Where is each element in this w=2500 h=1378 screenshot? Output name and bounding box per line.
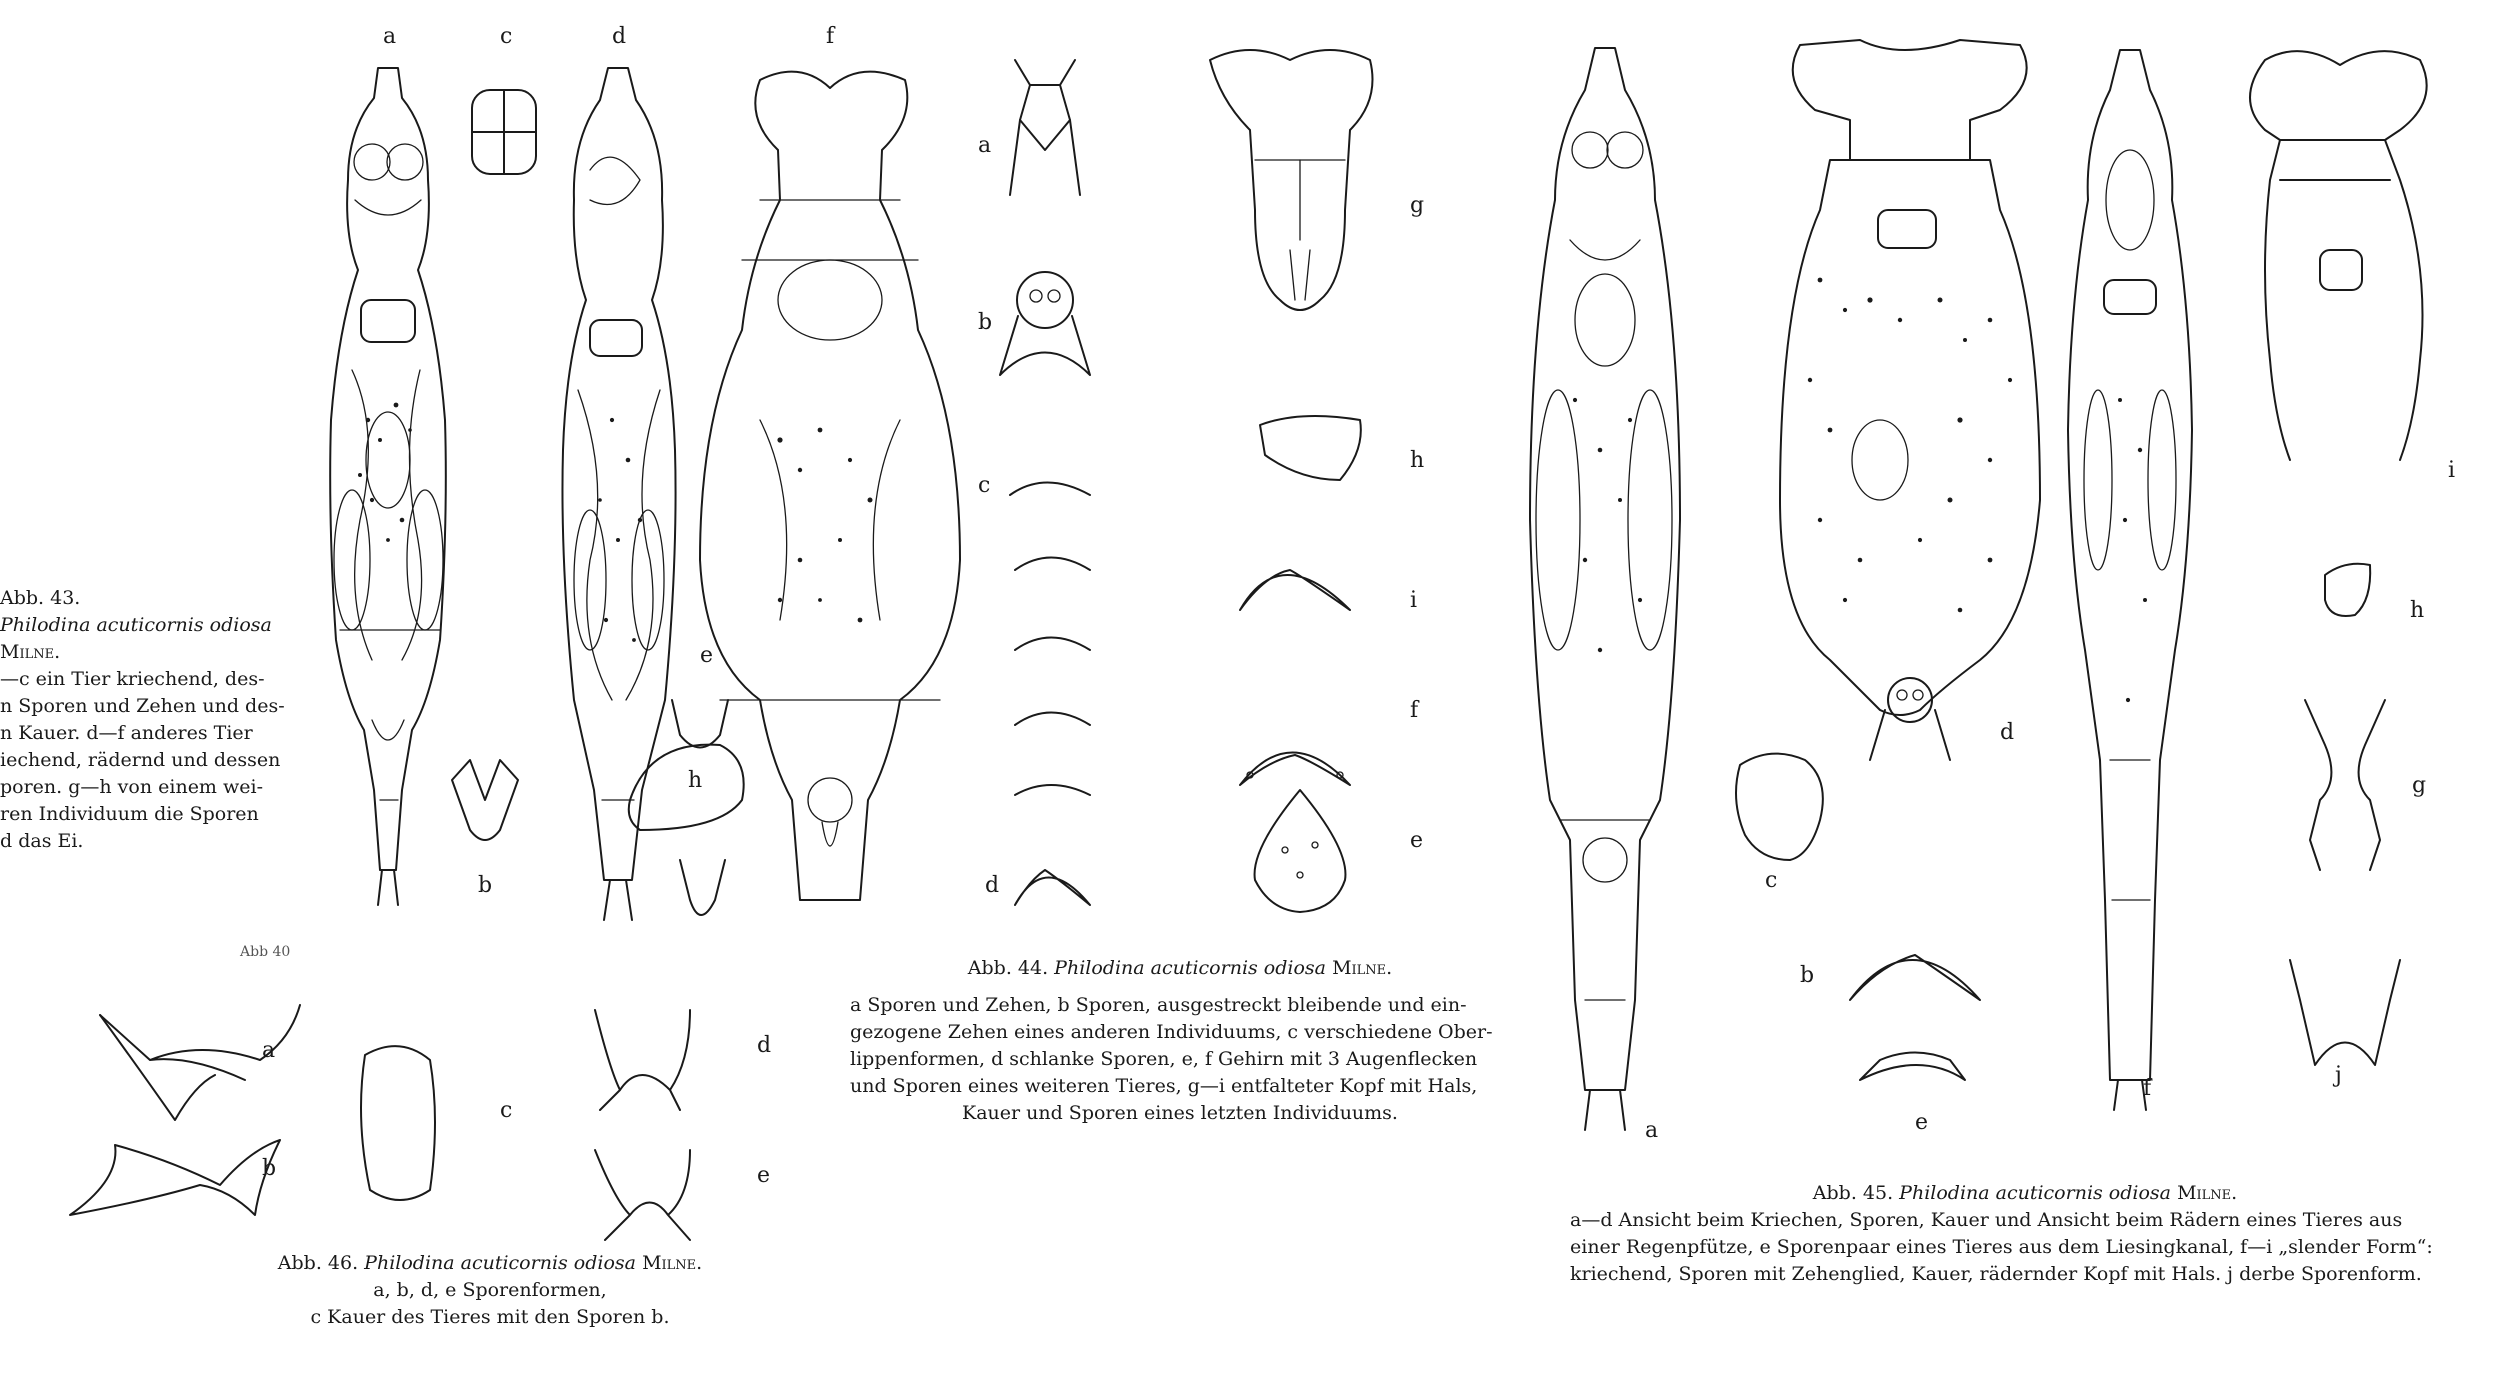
fig45-line-2: einer Regenpfütze, e Sporenpaar eines Tieres aus dem Liesingkanal, f—i „slender Form“: <box>1570 1236 2433 1258</box>
fig43-cut-label: Abb 40 <box>240 944 291 960</box>
fig45-letter-c: c <box>1765 868 1778 893</box>
fig43-letter-c: c <box>500 24 513 49</box>
fig43-line-7: d das Ei. <box>0 830 84 852</box>
fig43-line-4: iechend, rädernd und dessen <box>0 749 281 771</box>
fig46-d-spurs-drawing <box>595 1010 690 1110</box>
fig45-b-spurs-drawing <box>1850 955 1980 1000</box>
fig46-caption <box>245 1250 735 1331</box>
fig45-g-spurs-toes-drawing <box>2305 700 2385 870</box>
fig46-author: Milne. <box>642 1252 703 1274</box>
fig46-letter-d: d <box>757 1033 772 1058</box>
fig46-line-2: c Kauer des Tieres mit den Sporen b. <box>310 1306 670 1328</box>
fig43-line-5: poren. g—h von einem wei- <box>0 776 263 798</box>
fig44-label: Abb. 44. <box>967 957 1049 979</box>
fig44-letter-i: i <box>1410 588 1418 613</box>
fig43-h-egg-drawing <box>629 745 744 915</box>
fig44-letter-e: e <box>1410 828 1424 853</box>
fig46-species: Philodina acuticornis odiosa <box>364 1252 637 1274</box>
fig44-h-jaw-drawing <box>1260 416 1361 480</box>
fig43-a-body-drawing <box>330 68 446 905</box>
fig43-line-2: n Sporen und Zehen und des- <box>0 695 285 717</box>
fig44-c-lip-forms-drawing <box>1010 483 1090 796</box>
fig43-c-jaw-drawing <box>472 90 536 174</box>
fig43-line-1: —c ein Tier kriechend, des- <box>0 668 265 690</box>
fig43-granules <box>358 403 873 642</box>
fig44-letter-g: g <box>1410 193 1425 218</box>
fig44-author: Milne. <box>1332 957 1393 979</box>
fig44-a-spurs-toes-drawing <box>1010 60 1080 195</box>
fig43-b-toes-drawing <box>452 760 518 840</box>
fig45-letter-e: e <box>1915 1110 1929 1135</box>
fig46-letter-c: c <box>500 1098 513 1123</box>
fig46-letter-b: b <box>262 1156 277 1181</box>
fig45-j-spurs-drawing <box>2290 960 2400 1065</box>
fig45-line-3: kriechend, Sporen mit Zehenglied, Kauer, rädernder Kopf mit Hals. j derbe Sporenform. <box>1570 1263 2422 1285</box>
fig44-letter-a: a <box>978 133 992 158</box>
fig44-letter-b: b <box>978 310 993 335</box>
fig45-letter-g: g <box>2412 773 2427 798</box>
fig46-c-jaw-drawing <box>361 1046 435 1200</box>
fig45-letter-j: j <box>2335 1063 2342 1088</box>
fig44-line-3: lippenformen, d schlanke Sporen, e, f Gehirn mit 3 Augenflecken <box>850 1048 1478 1070</box>
fig45-letter-i: i <box>2448 458 2456 483</box>
fig44-letter-h: h <box>1410 448 1425 473</box>
fig43-line-6: ren Individuum die Sporen <box>0 803 259 825</box>
fig44-line-4: und Sporen eines weiteren Tieres, g—i entfalteter Kopf mit Hals, <box>850 1075 1478 1097</box>
fig46-e-spurs-drawing <box>595 1150 690 1240</box>
fig44-line-2: gezogene Zehen eines anderen Individuums, c verschiedene Ober- <box>850 1021 1493 1043</box>
fig44-line-1: a Sporen und Zehen, b Sporen, ausgestreckt bleibende und ein- <box>850 994 1467 1016</box>
fig45-author: Milne. <box>2177 1182 2238 1204</box>
fig45-caption <box>1570 1180 2480 1288</box>
fig45-label: Abb. 45. <box>1812 1182 1894 1204</box>
fig43-species: Philodina acuticornis odiosa <box>0 614 272 636</box>
fig46-letter-a: a <box>262 1038 276 1063</box>
fig44-g-head-drawing <box>1210 50 1373 310</box>
fig45-d-body-drawing <box>1780 40 2040 760</box>
fig45-letter-a: a <box>1645 1118 1659 1143</box>
fig44-b-spurs-drawing <box>1000 272 1090 375</box>
fig44-line-5: Kauer und Sporen eines letzten Individuums. <box>962 1102 1398 1124</box>
fig43-letter-a: a <box>383 24 397 49</box>
fig46-b-spurs-drawing <box>70 1140 280 1215</box>
fig45-letter-f: f <box>2143 1076 2152 1101</box>
fig43-e-spur-drawing <box>672 700 728 748</box>
fig46-label: Abb. 46. <box>277 1252 359 1274</box>
fig45-letter-d: d <box>2000 720 2015 745</box>
fig44-caption <box>850 955 1510 1127</box>
fig43-label: Abb. 43. <box>0 587 81 609</box>
fig43-d-body-drawing <box>562 68 675 920</box>
fig45-f-body-drawing <box>2068 50 2192 1110</box>
fig43-letter-b: b <box>478 873 493 898</box>
fig45-letter-h: h <box>2410 598 2425 623</box>
fig43-f-body-drawing <box>700 72 960 900</box>
fig45-letter-b: b <box>1800 963 1815 988</box>
fig43-letter-h: h <box>688 768 703 793</box>
fig44-f-spurs-drawing <box>1240 753 1350 786</box>
fig45-i-head-drawing <box>2250 51 2427 460</box>
fig43-author: Milne. <box>0 641 61 663</box>
fig44-letter-f: f <box>1410 698 1419 723</box>
fig45-species: Philodina acuticornis odiosa <box>1899 1182 2172 1204</box>
fig43-letter-e: e <box>700 643 714 668</box>
fig46-letter-e: e <box>757 1163 771 1188</box>
fig45-a-body-drawing <box>1530 48 1680 1130</box>
fig44-i-spurs-drawing <box>1240 570 1350 610</box>
fig44-species: Philodina acuticornis odiosa <box>1054 957 1327 979</box>
fig45-line-1: a—d Ansicht beim Kriechen, Sporen, Kauer und Ansicht beim Rädern eines Tieres aus <box>1570 1209 2403 1231</box>
fig44-d-slender-spurs-drawing <box>1015 870 1090 905</box>
fig43-letter-f: f <box>826 24 835 49</box>
fig45-e-spurs-drawing <box>1860 1053 1965 1081</box>
fig43-caption <box>0 585 285 855</box>
fig45-h-jaw-drawing <box>2325 564 2370 616</box>
fig44-letter-d: d <box>985 873 1000 898</box>
fig45-c-jaw-drawing <box>1736 754 1823 860</box>
fig46-line-1: a, b, d, e Sporenformen, <box>373 1279 607 1301</box>
fig43-letter-d: d <box>612 24 627 49</box>
fig43-line-3: n Kauer. d—f anderes Tier <box>0 722 253 744</box>
fig44-letter-c: c <box>978 473 991 498</box>
fig44-e-brain-drawing <box>1255 790 1346 912</box>
